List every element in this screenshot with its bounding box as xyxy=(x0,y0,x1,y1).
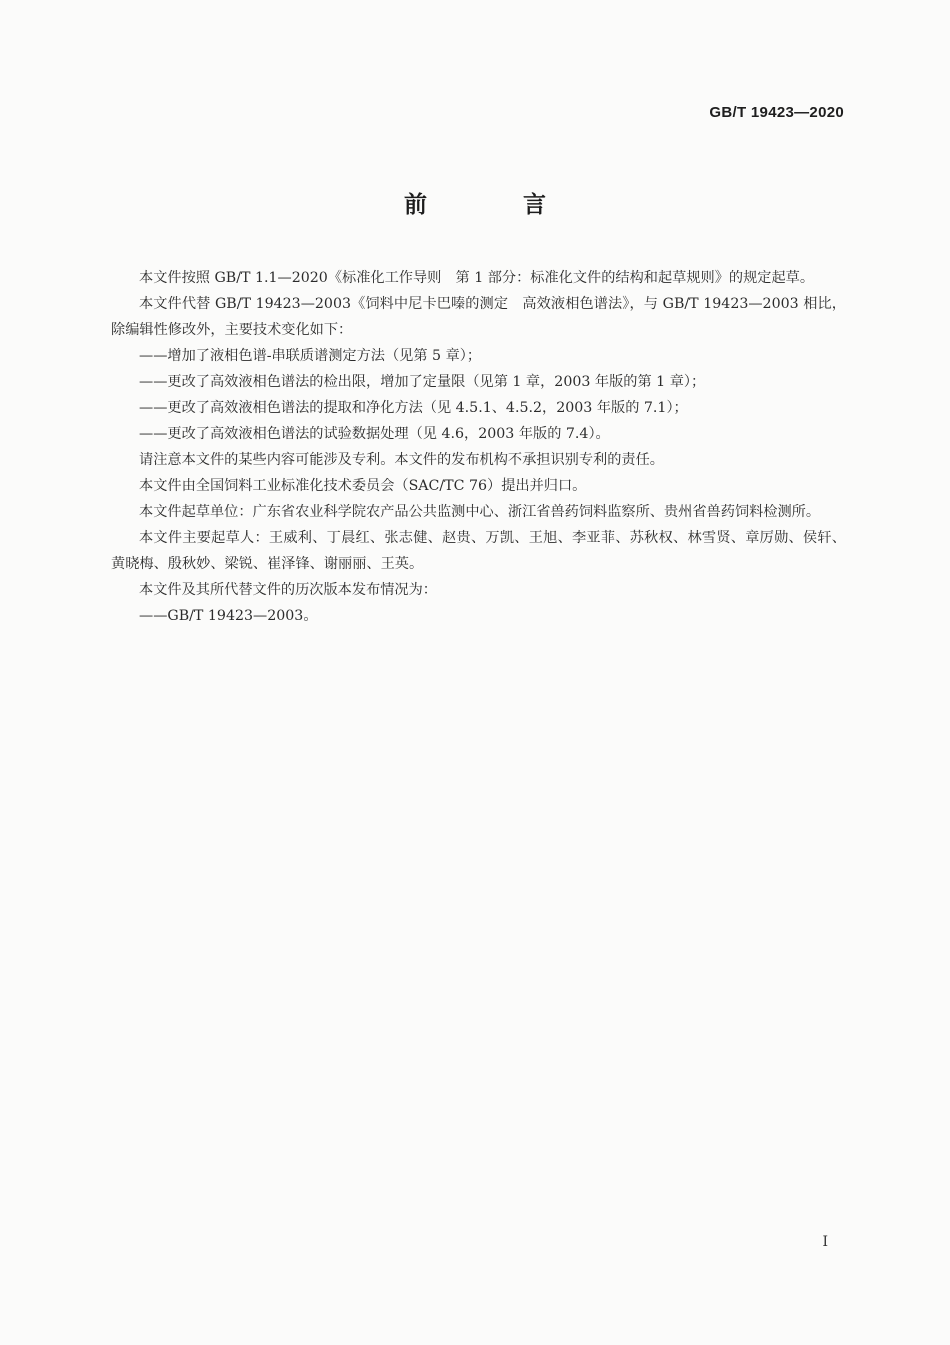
paragraph-drafters: 本文件主要起草人：王威利、丁晨红、张志健、赵贵、万凯、王旭、李亚菲、苏秋权、林雪贤、章厉勋、侯轩、黄晓梅、殷秋妙、梁锐、崔泽锋、谢丽丽、王英。 xyxy=(111,530,846,572)
history-item: ——GB/T 19423—2003。 xyxy=(139,608,318,624)
paragraph-history-intro: 本文件及其所代替文件的历次版本发布情况为： xyxy=(139,582,437,598)
change-item: ——更改了高效液相色谱法的提取和净化方法（见 4.5.1、4.5.2，2003 年版的 7.1）； xyxy=(139,400,688,416)
paragraph-patent-notice: 请注意本文件的某些内容可能涉及专利。本文件的发布机构不承担识别专利的责任。 xyxy=(139,452,664,468)
paragraph-drafting-basis: 本文件按照 GB/T 1.1—2020《标准化工作导则 第 1 部分：标准化文件的结构和起草规则》的规定起草。 xyxy=(139,270,815,286)
change-item: ——更改了高效液相色谱法的检出限，增加了定量限（见第 1 章，2003 年版的第 1 章）； xyxy=(139,374,706,390)
page-title: 前 言 xyxy=(403,192,590,218)
page-number: I xyxy=(822,1234,828,1250)
paragraph-replacement: 本文件代替 GB/T 19423—2003《饲料中尼卡巴嗪的测定 高效液相色谱法》，与 GB/T 19423—2003 相比，除编辑性修改外，主要技术变化如下： xyxy=(111,296,846,338)
foreword-body xyxy=(111,265,846,629)
paragraph-committee: 本文件由全国饲料工业标准化技术委员会（SAC/TC 76）提出并归口。 xyxy=(139,478,587,494)
paragraph-drafting-units: 本文件起草单位：广东省农业科学院农产品公共监测中心、浙江省兽药饲料监察所、贵州省兽药饲料检测所。 xyxy=(139,504,821,520)
change-item: ——更改了高效液相色谱法的试验数据处理（见 4.6，2003 年版的 7.4）。 xyxy=(139,426,610,442)
change-item: ——增加了液相色谱-串联质谱测定方法（见第 5 章）； xyxy=(139,348,482,364)
standard-number: GB/T 19423—2020 xyxy=(709,104,844,121)
